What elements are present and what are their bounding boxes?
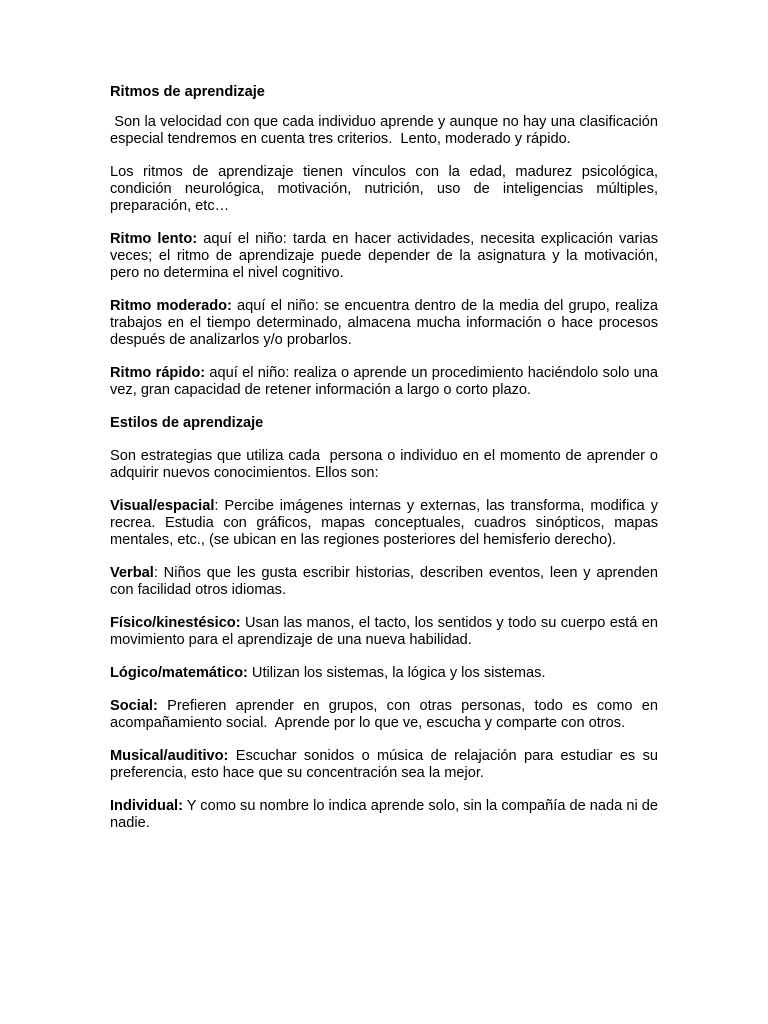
estilo-fisico-paragraph	[110, 615, 658, 649]
ritmos-intro-paragraph: Son la velocidad con que cada individuo aprende y aunque no hay una clasificación especial tendremos en cuenta tres criterios. Lento, moderado y rápido.	[110, 114, 663, 147]
estilo-logico-term: Lógico/matemático:	[110, 665, 248, 681]
estilo-verbal-term: Verbal	[110, 565, 154, 581]
estilo-individual-term: Individual:	[110, 798, 183, 814]
ritmo-lento-term: Ritmo lento:	[110, 231, 198, 247]
estilo-musical-term: Musical/auditivo:	[110, 748, 229, 764]
ritmo-lento-text: aquí el niño: tarda en hacer actividades, necesita explicación varias veces; el ritmo de aprendizaje puede depender de la asignatura y la motivación, pero no determina el nivel cognitivo.	[110, 231, 658, 281]
estilo-social-text: Prefieren aprender en grupos, con otras personas, todo es como en acompañamiento social. Aprende por lo que ve, escucha y comparte con otros.	[110, 698, 663, 731]
estilo-individual-text: Y como su nombre lo indica aprende solo, sin la compañía de nada ni de nadie.	[110, 798, 658, 831]
estilo-fisico-text: Usan las manos, el tacto, los sentidos y todo su cuerpo está en movimiento para el aprendizaje de una nueva habilidad.	[110, 615, 658, 648]
estilos-intro-paragraph: Son estrategias que utiliza cada persona o individuo en el momento de aprender o adquirir nuevos conocimientos. Ellos son:	[110, 448, 663, 481]
ritmos-vinculos-paragraph: Los ritmos de aprendizaje tienen vínculos con la edad, madurez psicológica, condición neurológica, motivación, nutrición, uso de inteligencias múltiples, preparación, etc…	[110, 164, 658, 214]
estilo-logico-text: Utilizan los sistemas, la lógica y los sistemas.	[247, 665, 546, 681]
estilo-visual-text: : Percibe imágenes internas y externas, las transforma, modifica y recrea. Estudia con gráficos, mapas conceptuales, cuadros sinópticos, mapas mentales, etc., (se ubican en las regiones posteriores del hemisferio derecho).	[110, 498, 658, 548]
ritmo-lento-paragraph	[110, 231, 658, 282]
estilo-verbal-paragraph	[110, 565, 658, 599]
ritmo-rapido-term: Ritmo rápido:	[110, 365, 206, 381]
ritmo-rapido-text: aquí el niño: realiza o aprende un procedimiento haciéndolo solo una vez, gran capacidad de retener información a largo o corto plazo.	[110, 365, 658, 398]
estilo-individual-paragraph	[110, 798, 658, 832]
estilo-social-paragraph	[110, 698, 663, 732]
ritmo-rapido-paragraph	[110, 365, 658, 399]
document-page	[110, 84, 663, 832]
estilo-musical-text: Escuchar sonidos o música de relajación para estudiar es su preferencia, esto hace que su concentración sea la mejor.	[110, 748, 658, 781]
estilo-visual-paragraph	[110, 498, 658, 549]
estilo-social-term: Social:	[110, 698, 158, 714]
estilo-musical-paragraph	[110, 748, 658, 782]
estilo-verbal-text: : Niños que les gusta escribir historias, describen eventos, leen y aprenden con facilidad otros idiomas.	[110, 565, 658, 598]
section-title-ritmos: Ritmos de aprendizaje	[110, 84, 265, 100]
section-title-estilos: Estilos de aprendizaje	[110, 415, 264, 431]
estilo-fisico-term: Físico/kinestésico:	[110, 615, 241, 631]
estilo-visual-term: Visual/espacial	[110, 498, 215, 514]
estilo-logico-paragraph	[110, 665, 658, 682]
ritmo-moderado-term: Ritmo moderado:	[110, 298, 232, 314]
ritmo-moderado-text: aquí el niño: se encuentra dentro de la media del grupo, realiza trabajos en el tiempo determinado, almacena mucha información o hace procesos después de analizarlos y/o probarlos.	[110, 298, 658, 348]
ritmo-moderado-paragraph	[110, 298, 658, 349]
